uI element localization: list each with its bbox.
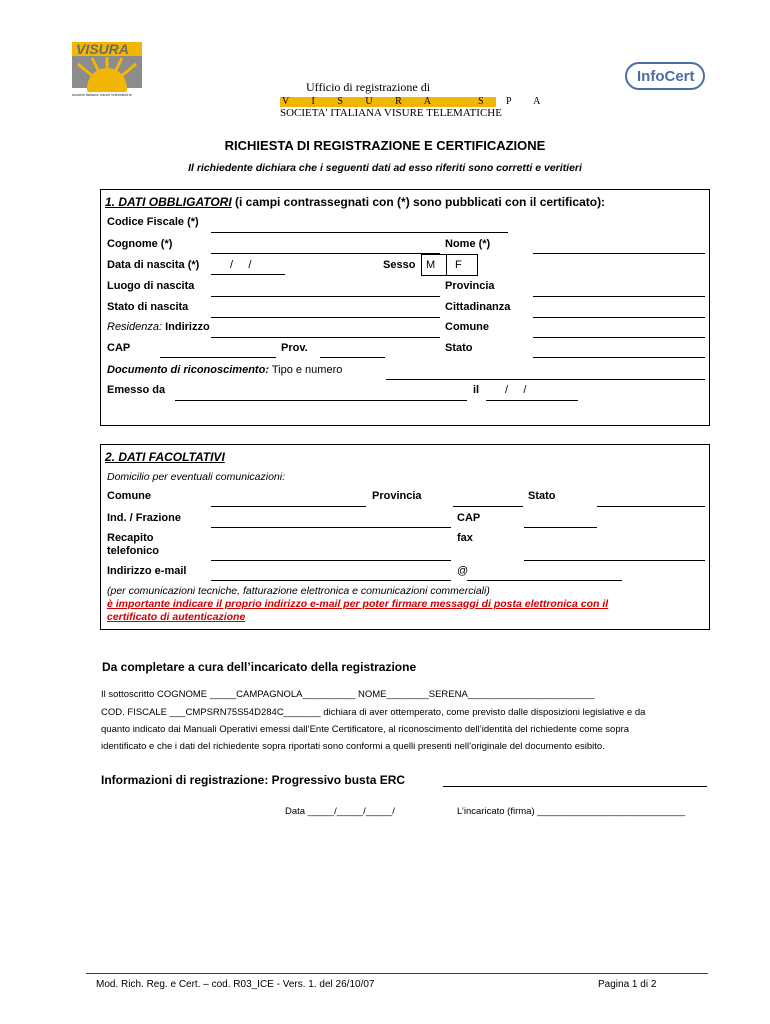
codice-fiscale-label: Codice Fiscale (*) [107,216,199,228]
nome-field[interactable] [533,253,705,254]
email-note: (per comunicazioni tecniche, fatturazione elettronica e comunicazioni commerciali) [107,585,490,597]
provincia-label: Provincia [445,280,495,292]
s2-stato-label: Stato [528,490,556,502]
il-label: il [473,384,480,396]
section1-heading: 1. DATI OBBLIGATORI [105,195,232,209]
emesso-da-field[interactable] [175,400,467,401]
cittadinanza-label: Cittadinanza [445,301,511,313]
cap-label: CAP [107,342,131,354]
data-nascita-label: Data di nascita (*) [107,259,200,271]
emesso-da-label: Emesso da [107,384,166,396]
sesso-m-box[interactable] [421,254,447,276]
at-sign: @ [457,565,469,577]
s2-comune-label: Comune [107,490,151,502]
domicilio-label: Domicilio per eventuali comunicazioni: [107,471,285,483]
ind-frazione-label: Ind. / Frazione [107,512,181,524]
data-nascita-field[interactable] [211,274,285,275]
incaricato-line-4: identificato e che i dati del richiedente sopra riportati sono conformi a quelli presenti nell’originale del documento esibito. [101,741,605,752]
email-user-field[interactable] [211,580,451,581]
indirizzo-field[interactable] [211,337,440,338]
nome-label: Nome (*) [445,238,491,250]
cap-field[interactable] [160,357,276,358]
cittadinanza-field[interactable] [533,317,705,318]
residenza-row [107,321,210,333]
residenza-label: Residenza: [107,321,163,333]
sesso-m-label: M [426,259,436,271]
incaricato-firma: L’incaricato (firma) ____________________________ [457,806,686,817]
documento-row [107,364,342,376]
ind-frazione-field[interactable] [211,527,451,528]
il-date-field[interactable] [486,400,578,401]
comune-field[interactable] [533,337,705,338]
recapito-label-2: telefonico [107,545,159,557]
page-subtitle: Il richiedente dichiara che i seguenti dati ad esso riferiti sono corretti e veritieri [188,162,582,174]
incaricato-line-1: Il sottoscritto COGNOME _____CAMPAGNOLA__________ NOME________SERENA________________________ [101,689,595,700]
recapito-field[interactable] [211,560,451,561]
provincia-field[interactable] [533,296,705,297]
company-spaced: V I S U R A S P A [282,96,551,107]
prov-field[interactable] [320,357,385,358]
sesso-label: Sesso [383,259,416,271]
page-title: RICHIESTA DI REGISTRAZIONE E CERTIFICAZIONE [224,138,546,153]
section1-heading-row [105,195,605,209]
s2-cap-label: CAP [457,512,481,524]
stato-field[interactable] [533,357,705,358]
email-warning-2: certificato di autenticazione [107,611,246,623]
infocert-text: InfoCert [637,68,695,85]
section1-heading-note: (i campi contrassegnati con (*) sono pubblicati con il certificato): [231,195,606,209]
s2-stato-field[interactable] [597,506,705,507]
recapito-label-1: Recapito [107,532,154,544]
s2-provincia-label: Provincia [372,490,422,502]
registrazione-data: Data _____/_____/_____/ [285,806,395,817]
fax-label: fax [457,532,473,544]
s2-cap-field[interactable] [524,527,597,528]
email-label: Indirizzo e-mail [107,565,187,577]
stato-nascita-field[interactable] [211,317,440,318]
stato-nascita-label: Stato di nascita [107,301,189,313]
s2-provincia-field[interactable] [453,506,523,507]
company-full: SOCIETA' ITALIANA VISURE TELEMATICHE [280,107,502,119]
indirizzo-label: Indirizzo [162,321,210,333]
email-warning-1: è importante indicare il proprio indirizzo e-mail per poter firmare messaggi di posta elettronica con il [107,598,609,610]
cognome-label: Cognome (*) [107,238,173,250]
email-domain-field[interactable] [467,580,622,581]
luogo-nascita-label: Luogo di nascita [107,280,195,292]
luogo-nascita-field[interactable] [211,296,440,297]
documento-label: Documento di riconoscimento: [107,364,269,376]
visura-logo-caption: società italiana visure telematiche [72,92,132,97]
comune-label: Comune [445,321,489,333]
registrazione-heading: Informazioni di registrazione: Progressivo busta ERC [101,773,406,787]
office-line: Ufficio di registrazione di [306,80,431,94]
visura-logo-text: VISURA [76,41,129,57]
prov-label: Prov. [281,342,308,354]
fax-field[interactable] [524,560,705,561]
tipo-numero-label: Tipo e numero [268,364,343,376]
sesso-f-box[interactable] [446,254,478,276]
incaricato-heading: Da completare a cura dell’incaricato della registrazione [102,660,417,674]
data-nascita-slashes: / / [230,259,252,271]
cognome-field[interactable] [211,253,440,254]
stato-label: Stato [445,342,473,354]
footer-left: Mod. Rich. Reg. e Cert. – cod. R03_ICE - Vers. 1. del 26/10/07 [96,979,375,990]
documento-field[interactable] [386,379,705,380]
sesso-f-label: F [455,259,462,271]
infocert-logo [625,62,705,90]
footer-rule [86,973,708,974]
footer-right: Pagina 1 di 2 [598,979,657,990]
incaricato-line-3: quanto indicato dai Manuali Operativi emessi dall’Ente Certificatore, al riconoscimento dell’identità del richiedente come sopra [101,724,630,735]
codice-fiscale-field[interactable] [211,232,508,233]
il-slashes: / / [505,384,527,396]
company-spaced-banner [280,96,551,107]
s2-comune-field[interactable] [211,506,366,507]
progressivo-field[interactable] [443,786,707,787]
incaricato-line-2: COD. FISCALE ___CMPSRN75S54D284C_______ dichiara di aver ottemperato, come previsto dalle disposizioni legislative e da [101,707,646,718]
section2-heading: 2. DATI FACOLTATIVI [105,450,225,464]
